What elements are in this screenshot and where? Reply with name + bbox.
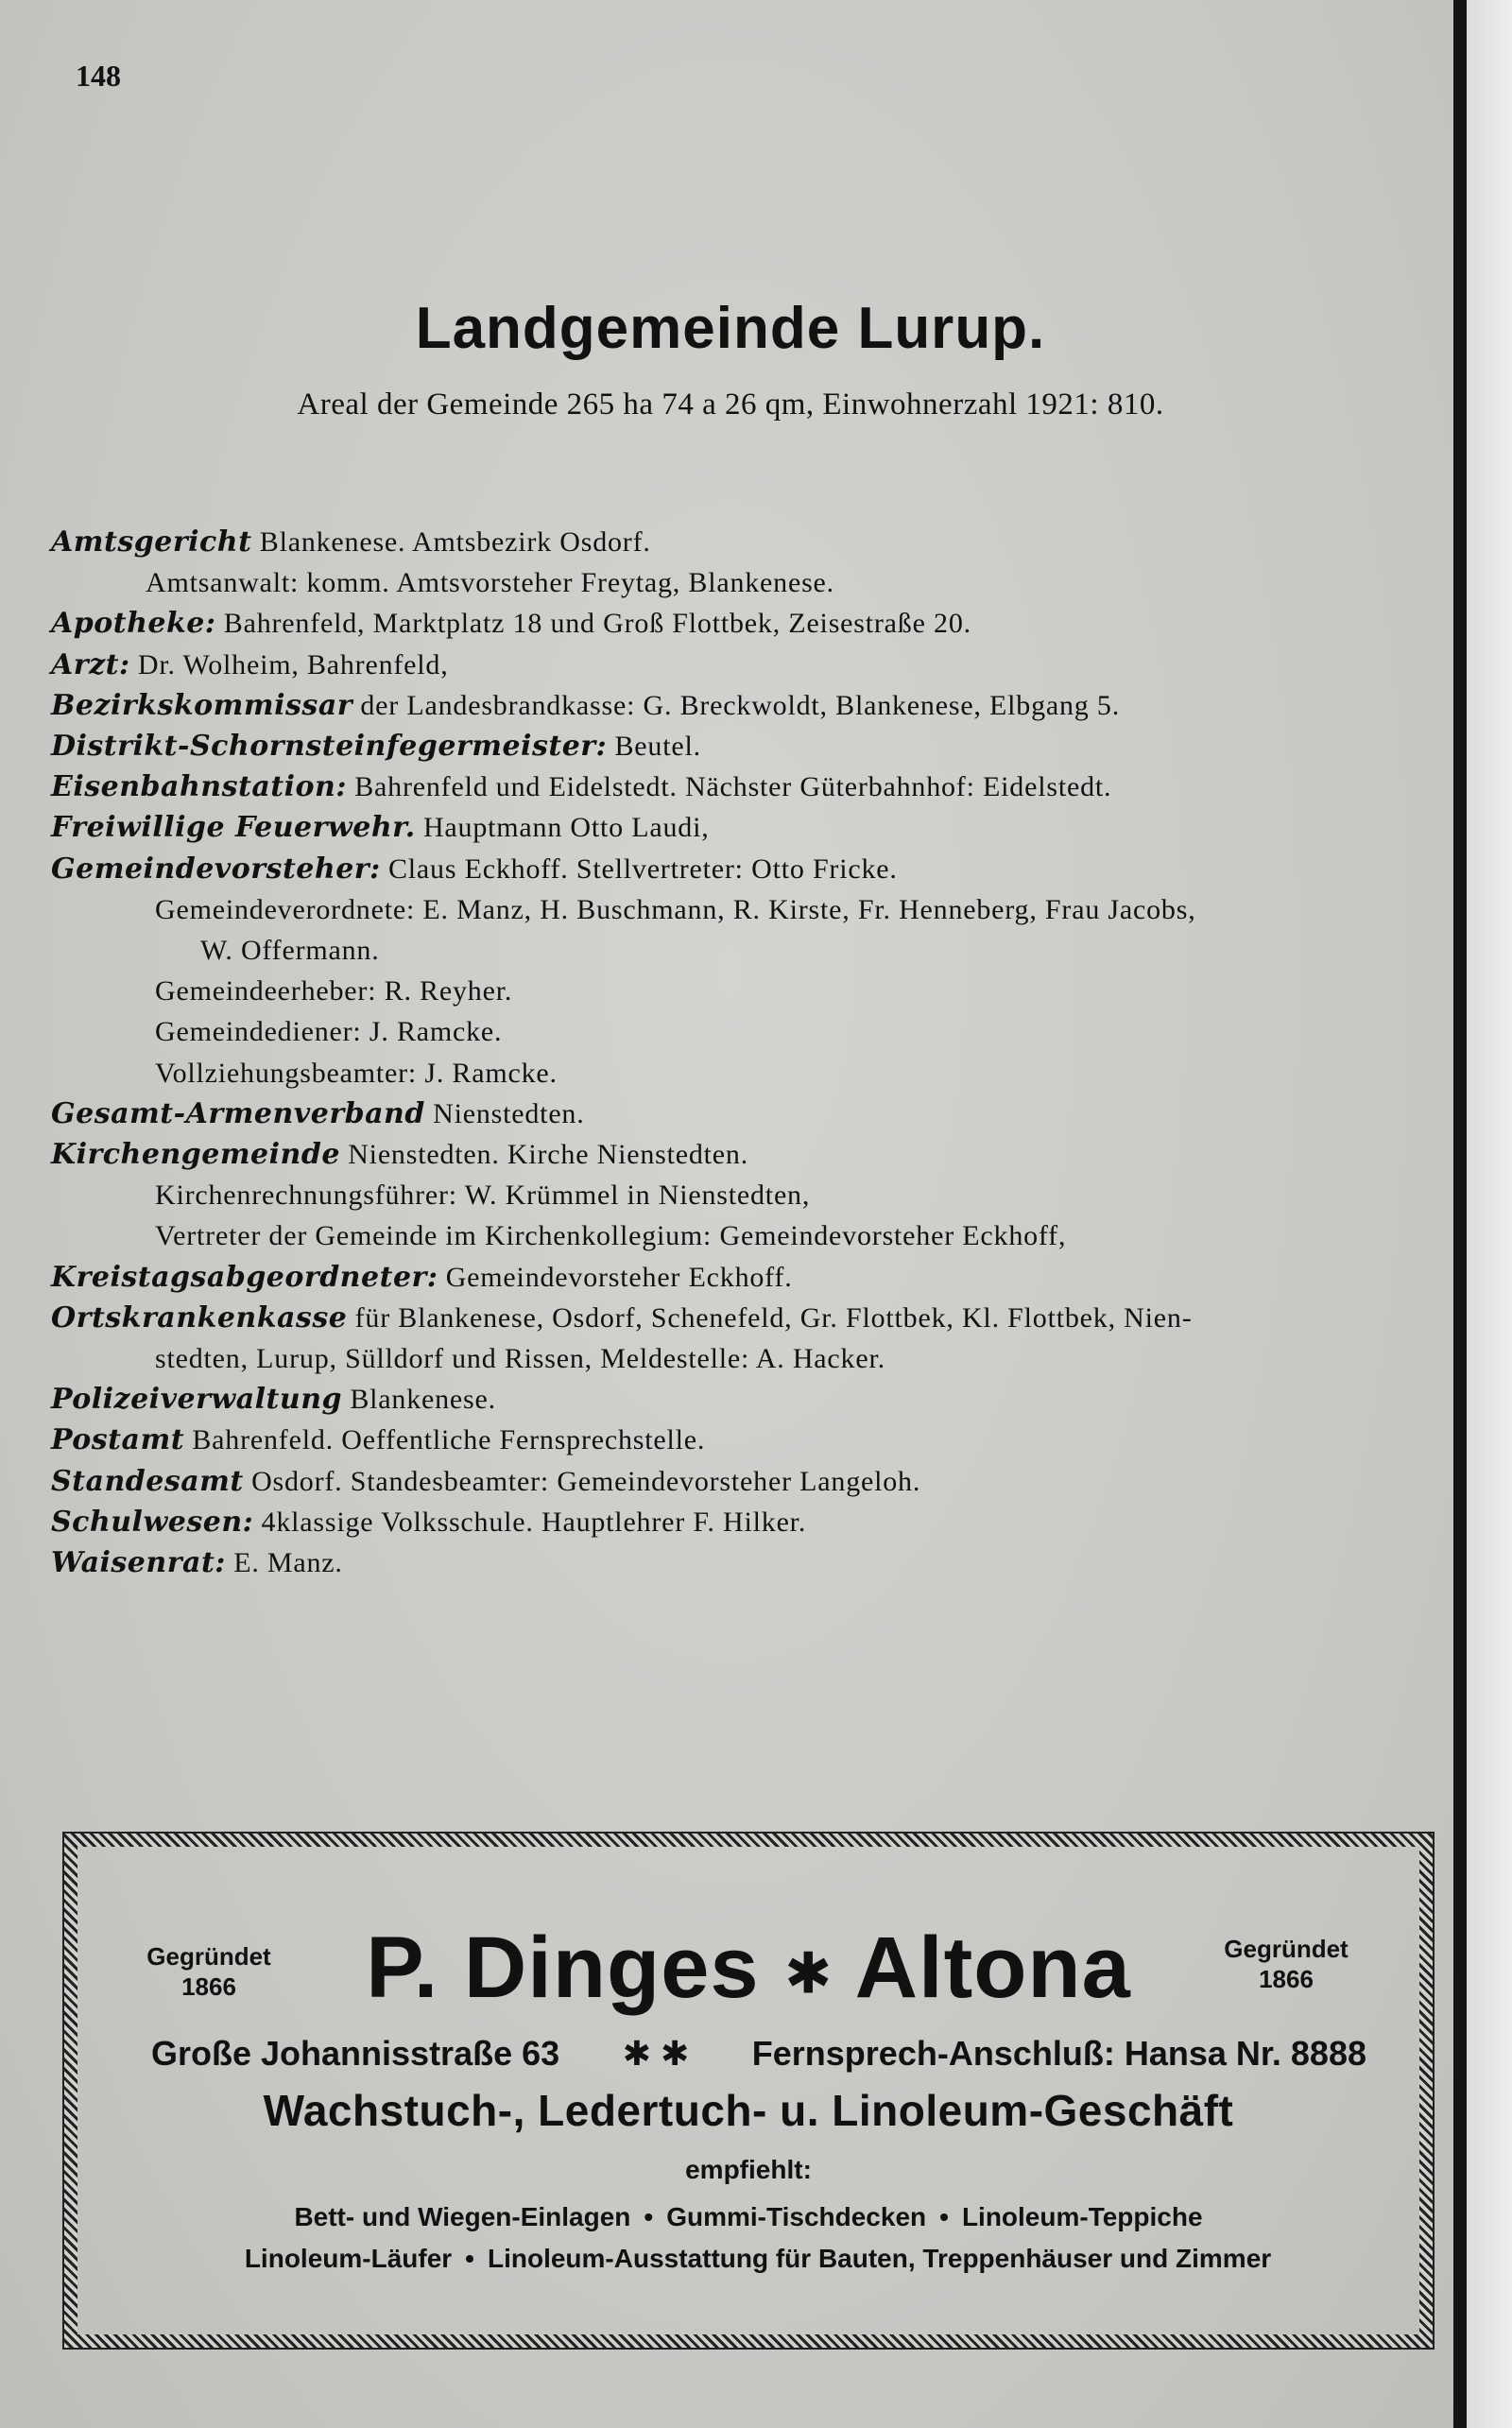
- entry-bezirkskommissar: [51, 685, 1431, 726]
- entry-key: Freiwillige Feuerwehr.: [51, 811, 416, 845]
- entry-schornsteinfeger: [51, 726, 1431, 766]
- entry-text: Claus Eckhoff. Stellvertreter: Otto Fricke.: [380, 852, 898, 885]
- entry-text: Vertreter der Gemeinde im Kirchenkollegium: Gemeindevorsteher Eckhoff,: [155, 1220, 1067, 1252]
- product-item: Linoleum-Teppiche: [961, 2202, 1203, 2231]
- entry-kirchenrechnungsfuehrer: [51, 1175, 1431, 1215]
- entry-text: Nienstedten.: [424, 1097, 585, 1129]
- entry-kreistagsabgeordneter: [51, 1257, 1431, 1298]
- company-city: Altona: [854, 1920, 1131, 2016]
- entry-apotheke: [51, 603, 1431, 644]
- entry-text: Gemeindeverordnete: E. Manz, H. Buschmann, R. Kirste, Fr. Henneberg, Frau Jacobs,: [155, 893, 1196, 925]
- page-number: 148: [76, 59, 121, 93]
- product-item: Linoleum-Ausstattung für Bauten, Treppenhäuser und Zimmer: [487, 2244, 1272, 2273]
- entry-text: Osdorf. Standesbeamter: Gemeindevorsteher Langeloh.: [243, 1465, 921, 1497]
- star-icons: ✱ ✱: [622, 2034, 690, 2073]
- entry-key: Kreistagsabgeordneter:: [51, 1260, 438, 1294]
- entry-text: W. Offermann.: [200, 935, 380, 967]
- recommends-label: empfiehlt:: [685, 2155, 812, 2184]
- entry-text: Vollziehungsbeamter: J. Ramcke.: [155, 1057, 558, 1089]
- entry-text: Hauptmann Otto Laudi,: [415, 812, 710, 844]
- company-name: P. Dinges: [366, 1920, 760, 2016]
- entry-text: Nienstedten. Kirche Nienstedten.: [339, 1139, 749, 1171]
- entry-text: Blankenese.: [342, 1384, 496, 1416]
- entry-postamt: [51, 1420, 1431, 1460]
- directory-entries: [51, 522, 1431, 1583]
- bullet-icon: •: [465, 2244, 474, 2273]
- entry-standesamt: [51, 1461, 1431, 1502]
- entry-text: 4klassige Volksschule. Hauptlehrer F. Hilker.: [253, 1506, 807, 1538]
- entry-key: Bezirkskommissar: [51, 688, 353, 722]
- entry-text: E. Manz.: [225, 1547, 343, 1579]
- entry-text: stedten, Lurup, Sülldorf und Rissen, Meldestelle: A. Hacker.: [155, 1343, 885, 1375]
- page-subtitle: Areal der Gemeinde 265 ha 74 a 26 qm, Einwohnerzahl 1921: 810.: [297, 387, 1164, 422]
- entry-key: Polizeiverwaltung: [51, 1383, 343, 1417]
- product-line-2: [87, 2244, 1429, 2274]
- entry-key: Amtsgericht: [51, 525, 252, 559]
- entry-feuerwehr: [51, 807, 1431, 848]
- entry-arzt: [51, 645, 1431, 685]
- entry-text: für Blankenese, Osdorf, Schenefeld, Gr. Flottbek, Kl. Flottbek, Nien-: [347, 1301, 1193, 1334]
- entry-ortskrankenkasse-cont: [51, 1338, 1431, 1379]
- entry-eisenbahnstation: [51, 766, 1431, 807]
- company-heading: [77, 1920, 1419, 2022]
- entry-text: Beutel.: [607, 731, 701, 763]
- entry-key: Postamt: [51, 1423, 185, 1457]
- entry-gemeindediener: [51, 1011, 1431, 1052]
- founded-label: Gegründet: [1224, 1935, 1349, 1963]
- entry-text: der Landesbrandkasse: G. Breckwoldt, Blankenese, Elbgang 5.: [352, 689, 1121, 721]
- founded-year: 1866: [181, 1972, 236, 2001]
- product-line-1: [77, 2202, 1419, 2232]
- product-item: Gummi-Tischdecken: [666, 2202, 927, 2231]
- entry-text: Gemeindevorsteher Eckhoff.: [438, 1261, 793, 1293]
- entry-amtsgericht: [51, 522, 1431, 562]
- entry-gemeindeerheber: [51, 971, 1431, 1011]
- founded-year: 1866: [1259, 1965, 1314, 1993]
- business-type: Wachstuch-, Ledertuch- u. Linoleum-Geschäft: [263, 2086, 1234, 2135]
- entry-amtsanwalt: [51, 562, 1431, 603]
- page-edge: [1467, 0, 1512, 2428]
- entry-gemeindeverordnete: [51, 889, 1431, 930]
- bullet-icon: •: [644, 2202, 654, 2231]
- entry-text: Bahrenfeld und Eidelstedt. Nächster Güterbahnhof: Eidelstedt.: [346, 771, 1112, 803]
- entry-text: Gemeindediener: J. Ramcke.: [155, 1016, 503, 1048]
- entry-key: Arzt:: [51, 647, 130, 681]
- founded-label: Gegründet: [146, 1942, 271, 1971]
- advertisement: [62, 1832, 1435, 2350]
- entry-text: Kirchenrechnungsführer: W. Krümmel in Nienstedten,: [155, 1180, 811, 1212]
- entry-armenverband: [51, 1093, 1431, 1134]
- entry-waisenrat: [51, 1542, 1431, 1583]
- entry-vollziehungsbeamter: [51, 1053, 1431, 1093]
- page-title: Landgemeinde Lurup.: [415, 296, 1046, 361]
- entry-key: Kirchengemeinde: [51, 1138, 340, 1172]
- entry-key: Distrikt-Schornsteinfegermeister:: [51, 730, 608, 764]
- product-item: Bett- und Wiegen-Einlagen: [294, 2202, 631, 2231]
- entry-ortskrankenkasse: [51, 1298, 1431, 1338]
- entry-key: Standesamt: [51, 1464, 244, 1498]
- star-icon: ✱: [784, 1941, 833, 2006]
- entry-key: Schulwesen:: [51, 1505, 254, 1539]
- entry-key: Gesamt-Armenverband: [51, 1096, 425, 1130]
- entry-key: Ortskrankenkasse: [51, 1300, 348, 1335]
- street-address: Große Johannisstraße 63: [151, 2034, 560, 2073]
- bullet-icon: •: [939, 2202, 949, 2231]
- entry-kirchenkollegium: [51, 1215, 1431, 1256]
- entry-key: Waisenrat:: [51, 1546, 226, 1580]
- entry-key: Gemeindevorsteher:: [51, 852, 381, 886]
- page-edge-shadow: [1453, 0, 1467, 2428]
- entry-gemeindevorsteher: [51, 849, 1431, 889]
- entry-polizeiverwaltung: [51, 1379, 1431, 1420]
- entry-schulwesen: [51, 1502, 1431, 1542]
- phone-number: Fernsprech-Anschluß: Hansa Nr. 8888: [751, 2034, 1366, 2073]
- entry-text: Dr. Wolheim, Bahrenfeld,: [129, 648, 449, 680]
- entry-text: Blankenese. Amtsbezirk Osdorf.: [251, 526, 651, 558]
- entry-text: Bahrenfeld, Marktplatz 18 und Groß Flottbek, Zeisestraße 20.: [215, 608, 971, 640]
- entry-key: Eisenbahnstation:: [51, 770, 347, 804]
- entry-kirchengemeinde: [51, 1134, 1431, 1175]
- entry-key: Apotheke:: [51, 607, 216, 641]
- entry-text: Amtsanwalt: komm. Amtsvorsteher Freytag, Blankenese.: [146, 567, 834, 599]
- product-item: Linoleum-Läufer: [244, 2244, 453, 2273]
- company-address: [151, 2034, 1366, 2074]
- entry-text: Gemeindeerheber: R. Reyher.: [155, 975, 513, 1007]
- entry-gemeindeverordnete-cont: [51, 930, 1431, 971]
- entry-text: Bahrenfeld. Oeffentliche Fernsprechstelle.: [184, 1424, 706, 1456]
